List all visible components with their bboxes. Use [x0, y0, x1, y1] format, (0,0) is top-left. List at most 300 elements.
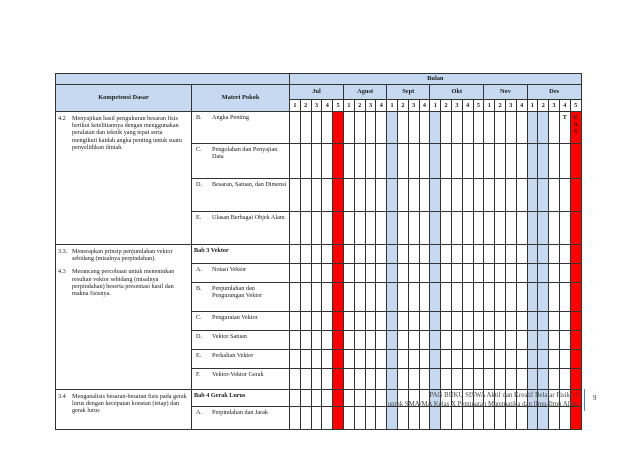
week-cell	[419, 245, 430, 264]
week-cell	[376, 390, 387, 407]
week-cell	[376, 350, 387, 369]
week-cell	[473, 245, 484, 264]
week-cell	[484, 331, 495, 350]
kd-text: Merancang percobaan untuk menentukan resultan vektor sebidang (misalnya perpindahan) beserta presentasi hasil dan makna fisisnya.	[72, 268, 175, 298]
week-cell	[549, 112, 560, 144]
week-cell	[430, 407, 441, 430]
week-cell	[505, 179, 516, 212]
materi-row	[194, 352, 287, 359]
week-cell	[333, 112, 344, 144]
kd-3-3-4-3	[56, 245, 192, 390]
week-cell	[495, 245, 506, 264]
week-cell	[559, 245, 570, 264]
materi-text: Penjumlahan dan Pengurangan Vektor	[212, 285, 263, 300]
footer-line-2: untuk SMA/MA Kelas X Peminatan Matematika dan Ilmu-Ilmu Alam	[387, 401, 578, 408]
week-cell	[451, 179, 462, 212]
header-month: Des	[527, 85, 581, 100]
week-number: 2	[538, 100, 549, 112]
kd-number: 4.3	[58, 268, 66, 276]
week-cell	[408, 212, 419, 245]
week-cell	[387, 331, 398, 350]
week-cell	[322, 245, 333, 264]
materi-item	[192, 212, 290, 245]
week-cell	[538, 283, 549, 312]
week-cell	[290, 407, 301, 430]
week-cell	[322, 369, 333, 390]
week-cell	[462, 264, 473, 283]
materi-letter: C.	[196, 146, 202, 153]
week-cell	[451, 369, 462, 390]
week-cell	[311, 112, 322, 144]
materi-letter: F.	[196, 371, 201, 378]
header-kompetensi: Kompetensi Dasar	[56, 85, 192, 112]
week-cell	[495, 369, 506, 390]
week-cell	[387, 212, 398, 245]
week-cell	[495, 331, 506, 350]
week-number: 4	[462, 100, 473, 112]
week-cell	[473, 350, 484, 369]
week-cell	[365, 331, 376, 350]
header-month: Jul	[290, 85, 344, 100]
week-cell	[397, 283, 408, 312]
week-cell	[484, 350, 495, 369]
week-cell	[311, 369, 322, 390]
week-cell	[300, 331, 311, 350]
week-cell	[505, 212, 516, 245]
week-cell	[300, 245, 311, 264]
week-cell	[484, 112, 495, 144]
week-cell	[311, 407, 322, 430]
week-cell	[344, 212, 355, 245]
week-cell	[397, 245, 408, 264]
week-cell	[376, 112, 387, 144]
week-cell	[387, 179, 398, 212]
week-cell	[505, 283, 516, 312]
week-cell	[484, 212, 495, 245]
week-cell	[451, 264, 462, 283]
week-cell	[333, 312, 344, 331]
week-cell	[333, 144, 344, 179]
header-row-bulan	[56, 74, 582, 85]
week-cell	[473, 112, 484, 144]
kd-4-2	[56, 112, 192, 245]
week-cell	[473, 144, 484, 179]
week-cell	[322, 312, 333, 331]
week-cell	[408, 331, 419, 350]
week-cell	[300, 212, 311, 245]
week-cell	[397, 312, 408, 331]
week-cell	[354, 350, 365, 369]
week-cell	[538, 369, 549, 390]
week-cell	[516, 312, 527, 331]
materi-row	[194, 146, 287, 160]
week-cell	[441, 264, 452, 283]
week-cell	[430, 264, 441, 283]
week-cell	[354, 112, 365, 144]
week-cell	[311, 144, 322, 179]
materi-row	[194, 266, 287, 273]
week-cell	[344, 112, 355, 144]
kd-text: Menerapkan prinsip penjumlahan vektor sebidang (misalnya perpindahan).	[72, 248, 173, 263]
materi-row	[194, 409, 287, 416]
week-cell	[451, 312, 462, 331]
week-cell	[354, 264, 365, 283]
kd-text: Menganalisis besaran-besaran fisis pada gerak lurus dengan kecepatan konstan (tetap) dan gerak lurus	[72, 393, 187, 415]
header-month: Okt	[430, 85, 484, 100]
week-cell	[365, 264, 376, 283]
week-cell	[495, 312, 506, 331]
week-cell	[290, 350, 301, 369]
header-row-months	[56, 85, 582, 100]
week-cell	[408, 350, 419, 369]
materi-text: Pengolahan dan Penyajian Data	[212, 146, 278, 161]
week-cell	[354, 245, 365, 264]
week-cell	[419, 264, 430, 283]
materi-item	[192, 283, 290, 312]
week-cell	[451, 112, 462, 144]
materi-letter: A.	[196, 266, 203, 273]
week-cell	[344, 407, 355, 430]
week-cell	[333, 283, 344, 312]
week-cell	[387, 283, 398, 312]
week-cell	[538, 264, 549, 283]
week-number: 1	[344, 100, 355, 112]
week-cell	[484, 369, 495, 390]
week-cell	[300, 264, 311, 283]
week-number: 4	[419, 100, 430, 112]
week-cell	[397, 350, 408, 369]
week-cell	[495, 179, 506, 212]
week-cell	[538, 179, 549, 212]
week-cell	[430, 144, 441, 179]
week-cell	[441, 179, 452, 212]
week-cell	[570, 264, 581, 283]
week-cell	[387, 144, 398, 179]
week-number: 3	[549, 100, 560, 112]
week-cell	[290, 144, 301, 179]
uas-letter: A	[573, 121, 578, 128]
week-cell	[397, 144, 408, 179]
week-cell	[397, 212, 408, 245]
week-cell	[397, 264, 408, 283]
week-cell	[322, 144, 333, 179]
week-number: 1	[290, 100, 301, 112]
week-number: 5	[570, 100, 581, 112]
week-cell	[527, 283, 538, 312]
week-cell	[408, 245, 419, 264]
week-cell	[484, 144, 495, 179]
week-cell	[354, 144, 365, 179]
week-cell	[538, 112, 549, 144]
week-cell	[387, 264, 398, 283]
week-number: 5	[473, 100, 484, 112]
week-cell	[344, 390, 355, 407]
week-number: 4	[559, 100, 570, 112]
week-cell	[311, 350, 322, 369]
week-cell	[484, 312, 495, 331]
week-cell	[365, 245, 376, 264]
week-cell	[473, 212, 484, 245]
week-cell	[300, 407, 311, 430]
kd-number: 4.2	[58, 115, 66, 122]
week-cell	[505, 331, 516, 350]
week-cell	[365, 144, 376, 179]
footer-rule	[584, 389, 585, 411]
mark-uas	[570, 112, 581, 144]
week-cell	[344, 369, 355, 390]
week-cell	[495, 264, 506, 283]
week-cell	[300, 369, 311, 390]
week-cell	[441, 369, 452, 390]
week-cell	[527, 112, 538, 144]
week-cell	[408, 283, 419, 312]
week-cell	[333, 350, 344, 369]
materi-row	[194, 114, 287, 121]
week-cell	[570, 283, 581, 312]
week-cell	[419, 407, 430, 430]
week-cell	[527, 144, 538, 179]
page-number: 9	[593, 394, 597, 402]
week-cell	[484, 179, 495, 212]
week-cell	[419, 212, 430, 245]
kd-item	[58, 115, 189, 151]
week-cell	[397, 179, 408, 212]
materi-item	[192, 144, 290, 179]
week-cell	[527, 369, 538, 390]
week-cell	[354, 369, 365, 390]
week-number: 2	[300, 100, 311, 112]
week-cell	[570, 212, 581, 245]
materi-row	[194, 214, 287, 221]
week-cell	[505, 312, 516, 331]
week-cell	[430, 212, 441, 245]
materi-text: Vektor Satuan	[212, 333, 247, 340]
week-cell	[570, 179, 581, 212]
week-number: 3	[408, 100, 419, 112]
week-cell	[527, 212, 538, 245]
week-cell	[322, 179, 333, 212]
week-cell	[559, 407, 570, 430]
week-cell	[430, 245, 441, 264]
week-cell	[365, 390, 376, 407]
materi-row	[194, 285, 287, 299]
materi-row	[194, 314, 287, 321]
week-cell	[538, 312, 549, 331]
week-cell	[354, 179, 365, 212]
week-cell	[495, 350, 506, 369]
week-cell	[451, 212, 462, 245]
week-cell	[322, 264, 333, 283]
week-cell	[538, 331, 549, 350]
chapter-title: Bab 3 Vektor	[194, 247, 229, 254]
week-cell	[462, 350, 473, 369]
header-materi: Materi Pokok	[192, 85, 290, 112]
header-bulan: Bulan	[290, 74, 582, 85]
week-cell	[495, 407, 506, 430]
schedule-table	[55, 73, 582, 430]
week-cell	[344, 283, 355, 312]
week-cell	[290, 390, 301, 407]
week-cell	[397, 112, 408, 144]
week-cell	[430, 331, 441, 350]
week-cell	[322, 407, 333, 430]
week-cell	[300, 312, 311, 331]
week-cell	[570, 331, 581, 350]
week-cell	[387, 312, 398, 331]
week-cell	[559, 369, 570, 390]
week-cell	[441, 312, 452, 331]
week-cell	[300, 350, 311, 369]
week-cell	[441, 407, 452, 430]
week-cell	[451, 407, 462, 430]
week-number: 4	[516, 100, 527, 112]
materi-letter: B.	[196, 114, 202, 121]
week-cell	[441, 112, 452, 144]
week-cell	[516, 350, 527, 369]
materi-text: Perpindahan dan Jarak	[212, 409, 269, 416]
week-cell	[462, 312, 473, 331]
week-cell	[473, 264, 484, 283]
materi-row	[194, 181, 287, 188]
week-cell	[441, 283, 452, 312]
week-cell	[505, 144, 516, 179]
week-cell	[451, 331, 462, 350]
week-cell	[441, 245, 452, 264]
week-cell	[397, 407, 408, 430]
materi-letter: E.	[196, 352, 202, 359]
week-cell	[505, 264, 516, 283]
week-cell	[441, 331, 452, 350]
materi-text: Besaran, Satuan, dan Dimensi	[212, 181, 287, 188]
week-number: 1	[527, 100, 538, 112]
kd-item	[58, 268, 189, 297]
week-cell	[311, 283, 322, 312]
week-number: 3	[365, 100, 376, 112]
week-cell	[462, 283, 473, 312]
week-cell	[408, 312, 419, 331]
materi-item	[192, 245, 290, 264]
week-cell	[333, 245, 344, 264]
week-number: 3	[451, 100, 462, 112]
week-cell	[408, 112, 419, 144]
week-cell	[387, 350, 398, 369]
week-cell	[408, 179, 419, 212]
week-cell	[549, 350, 560, 369]
kd-item	[58, 248, 189, 262]
week-cell	[333, 331, 344, 350]
week-cell	[408, 264, 419, 283]
week-cell	[322, 350, 333, 369]
week-cell	[473, 179, 484, 212]
mark-t: T	[559, 112, 570, 144]
week-cell	[344, 144, 355, 179]
week-cell	[505, 407, 516, 430]
section2-row	[56, 245, 582, 264]
week-cell	[419, 331, 430, 350]
week-cell	[430, 283, 441, 312]
week-cell	[387, 369, 398, 390]
week-cell	[516, 112, 527, 144]
week-cell	[300, 390, 311, 407]
week-cell	[376, 331, 387, 350]
week-cell	[570, 144, 581, 179]
week-cell	[516, 245, 527, 264]
week-cell	[376, 283, 387, 312]
week-cell	[473, 369, 484, 390]
week-cell	[441, 212, 452, 245]
week-cell	[300, 144, 311, 179]
week-cell	[495, 212, 506, 245]
week-cell	[311, 212, 322, 245]
week-cell	[527, 407, 538, 430]
week-cell	[549, 144, 560, 179]
materi-item	[192, 369, 290, 390]
week-cell	[430, 350, 441, 369]
materi-item	[192, 331, 290, 350]
week-cell	[473, 312, 484, 331]
week-cell	[311, 264, 322, 283]
week-cell	[505, 245, 516, 264]
week-cell	[376, 245, 387, 264]
week-cell	[495, 144, 506, 179]
week-cell	[462, 369, 473, 390]
header-month: Nov	[484, 85, 527, 100]
week-cell	[344, 179, 355, 212]
materi-item	[192, 112, 290, 144]
week-number: 4	[376, 100, 387, 112]
header-month: Sept	[387, 85, 430, 100]
week-cell	[344, 264, 355, 283]
footer-text	[388, 391, 578, 409]
uas-letter: S	[573, 128, 578, 135]
week-cell	[311, 331, 322, 350]
week-cell	[333, 390, 344, 407]
week-cell	[290, 212, 301, 245]
week-number: 1	[484, 100, 495, 112]
week-cell	[354, 331, 365, 350]
week-cell	[527, 245, 538, 264]
materi-item	[192, 264, 290, 283]
materi-letter: A.	[196, 409, 203, 416]
materi-text: Notasi Vektor	[212, 266, 247, 273]
week-cell	[376, 264, 387, 283]
week-cell	[290, 331, 301, 350]
week-cell	[516, 264, 527, 283]
week-cell	[462, 112, 473, 144]
materi-letter: D.	[196, 181, 203, 188]
week-cell	[365, 179, 376, 212]
week-cell	[559, 331, 570, 350]
week-cell	[570, 312, 581, 331]
week-number: 2	[354, 100, 365, 112]
week-cell	[430, 112, 441, 144]
week-cell	[333, 212, 344, 245]
kd-text: Menyajikan hasil pengukuran besaran fisis berikut ketelitiannya dengan menggunakan peralatan dan teknik yang tepat serta mengikuti kaidah angka penting untuk suatu penyelidikan ilmiah.	[72, 115, 182, 151]
week-cell	[570, 407, 581, 430]
week-cell	[322, 331, 333, 350]
week-cell	[538, 407, 549, 430]
week-cell	[311, 179, 322, 212]
materi-item	[192, 407, 290, 430]
week-cell	[365, 350, 376, 369]
week-number: 4	[322, 100, 333, 112]
week-cell	[430, 312, 441, 331]
week-cell	[419, 112, 430, 144]
materi-text: Perkalian Vektor	[212, 352, 254, 359]
week-cell	[570, 245, 581, 264]
week-cell	[527, 312, 538, 331]
week-number: 3	[505, 100, 516, 112]
